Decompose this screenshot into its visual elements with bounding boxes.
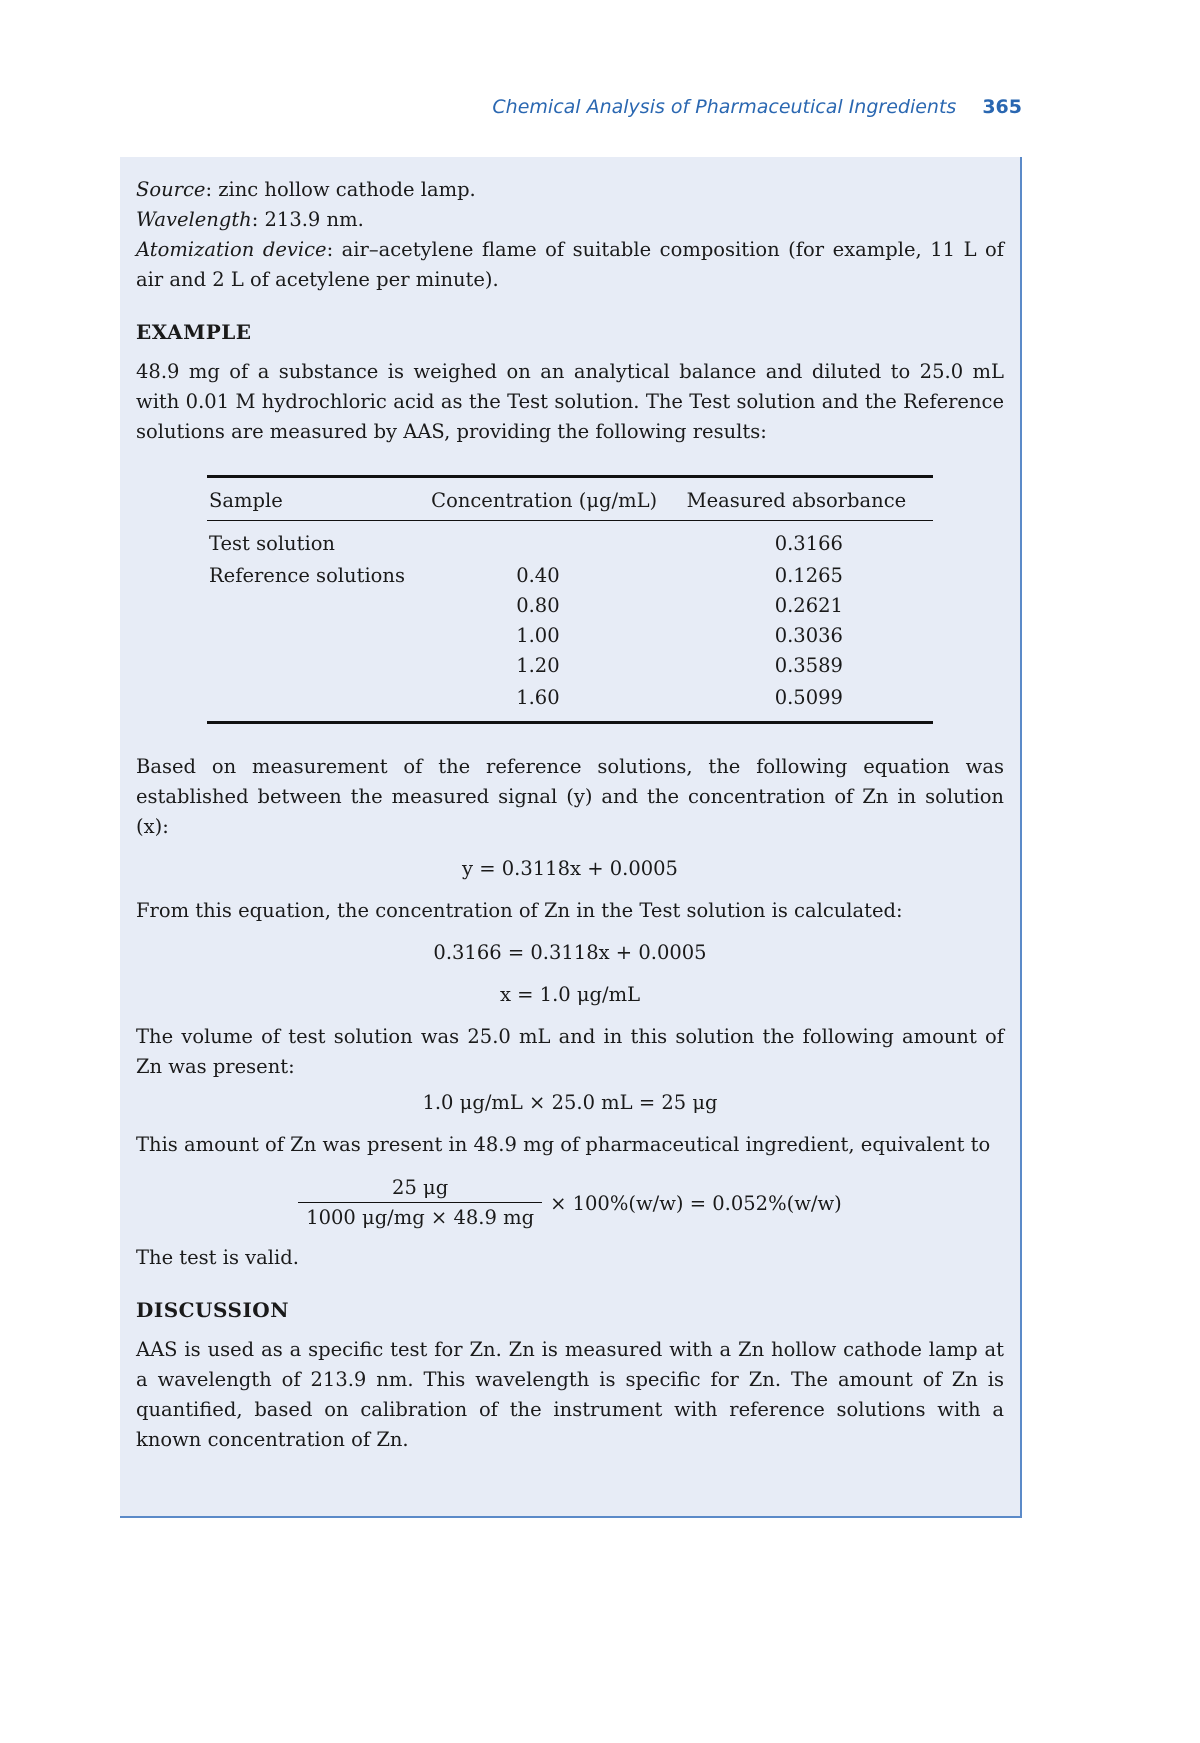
discussion-heading: DISCUSSION: [136, 1298, 290, 1322]
cell-sample: Test solution: [209, 532, 335, 555]
wavelength-label: Wavelength: [136, 208, 252, 231]
table-row: [207, 521, 933, 562]
substituted-equation: 0.3166 = 0.3118x + 0.0005: [433, 941, 707, 964]
fraction: [298, 1174, 542, 1233]
example-heading: EXAMPLE: [136, 320, 252, 344]
cell-sample: [207, 681, 429, 723]
result-equation: x = 1.0 μg/mL: [499, 983, 641, 1006]
cell-concentration: 0.80: [516, 594, 560, 617]
cell-concentration: [429, 521, 684, 562]
table-row: [207, 621, 933, 651]
cell-absorbance: 0.3166: [774, 532, 843, 555]
cell-absorbance: 0.5099: [774, 686, 843, 709]
atomization-text: : air–acetylene flame of suitable composition (for example, 11 L of air and 2 L of acetylene per minute).: [136, 238, 1004, 291]
cell-absorbance: 0.1265: [774, 564, 843, 587]
results-table: [207, 475, 933, 724]
atomization-line: [136, 235, 1004, 295]
table-row: [207, 651, 933, 681]
wavelength-line: [136, 205, 1004, 235]
table-row: [207, 561, 933, 591]
example-paragraph: 48.9 mg of a substance is weighed on an analytical balance and diluted to 25.0 mL with 0.01 M hydrochloric acid as the Test solution. The Test solution and the Reference solutions are measured by AAS, providing the following results:: [136, 360, 1004, 443]
concentration-paragraph: From this equation, the concentration of Zn in the Test solution is calculated:: [136, 899, 903, 922]
fraction-numerator: 25 μg: [392, 1176, 449, 1199]
running-head-title: Chemical Analysis of Pharmaceutical Ingredients: [492, 96, 957, 118]
cell-sample: [207, 591, 429, 621]
cell-absorbance: 0.2621: [774, 594, 843, 617]
cell-concentration: 0.40: [516, 564, 560, 587]
validity-statement: The test is valid.: [136, 1246, 299, 1269]
running-head: [492, 96, 1022, 118]
table-row: [207, 681, 933, 723]
fraction-result: × 100%(w/w) = 0.052%(w/w): [550, 1191, 842, 1215]
equivalent-paragraph: This amount of Zn was present in 48.9 mg of pharmaceutical ingredient, equivalent to: [136, 1133, 991, 1156]
page-number: 365: [982, 96, 1022, 118]
header-sample: Sample: [207, 477, 429, 521]
example-box: [120, 157, 1022, 1518]
source-label: Source: [136, 178, 206, 201]
percentage-equation: [136, 1174, 1004, 1233]
calibration-equation: y = 0.3118x + 0.0005: [462, 857, 678, 880]
cell-sample: [207, 621, 429, 651]
header-concentration: Concentration (μg/mL): [429, 477, 684, 521]
cell-sample: [207, 651, 429, 681]
amount-equation: 1.0 μg/mL × 25.0 mL = 25 μg: [422, 1091, 718, 1114]
cell-absorbance: 0.3589: [774, 654, 843, 677]
wavelength-text: : 213.9 nm.: [251, 208, 364, 231]
fraction-denominator: 1000 μg/mg × 48.9 mg: [298, 1202, 542, 1233]
table-header-row: [207, 477, 933, 521]
volume-paragraph: The volume of test solution was 25.0 mL and in this solution the following amount of Zn was present:: [136, 1025, 1004, 1078]
cell-absorbance: 0.3036: [774, 624, 843, 647]
cell-sample: Reference solutions: [209, 564, 405, 587]
calibration-paragraph: Based on measurement of the reference solutions, the following equation was established between the measured signal (y) and the concentration of Zn in solution (x):: [136, 755, 1004, 838]
cell-concentration: 1.00: [516, 624, 560, 647]
atomization-label: Atomization device: [136, 238, 327, 261]
cell-concentration: 1.20: [516, 654, 560, 677]
source-line: [136, 175, 1004, 205]
header-absorbance: Measured absorbance: [685, 477, 933, 521]
discussion-paragraph: AAS is used as a specific test for Zn. Zn is measured with a Zn hollow cathode lamp at a wavelength of 213.9 nm. This wavelength is specific for Zn. The amount of Zn is quantified, based on calibration of the instrument with reference solutions with a known concentration of Zn.: [136, 1338, 1004, 1451]
source-text: : zinc hollow cathode lamp.: [205, 178, 476, 201]
table-row: [207, 591, 933, 621]
cell-concentration: 1.60: [516, 686, 560, 709]
